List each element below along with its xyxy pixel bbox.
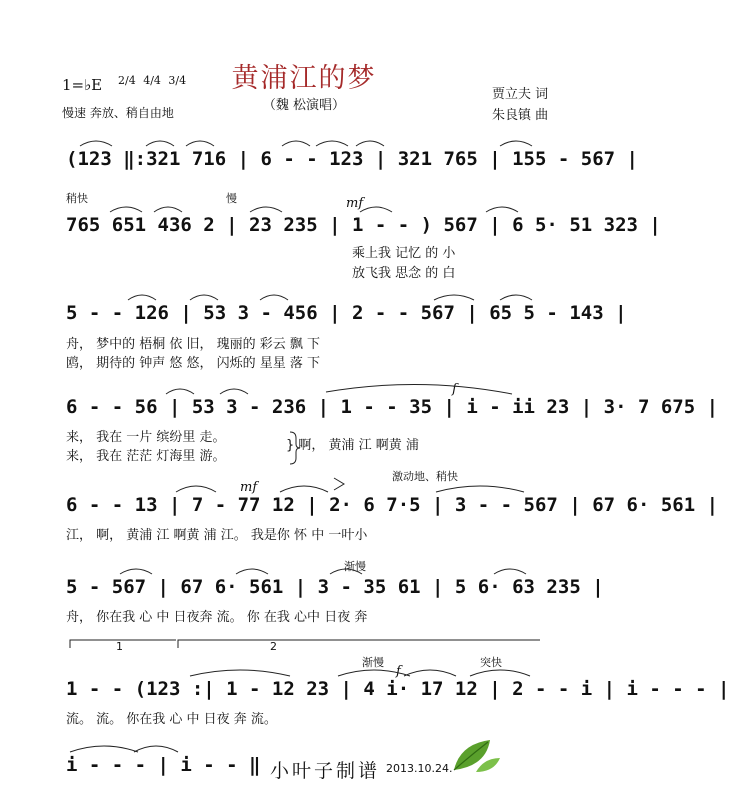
slur-arc [190, 295, 218, 300]
lyric-line-3a: 舟， 梦中的 梧桐 依 旧， 瑰丽的 彩云 飘 下 [66, 337, 321, 352]
notation-line-1: (123 ‖:321 716 | 6 - - 123 | 321 765 | 155 - 567 | [66, 148, 638, 170]
slur-arc [154, 207, 182, 212]
notation-line-2: 765 651 436 2 | 23 235 | 1 - - ) 567 | 6 5· 51 323 | [66, 214, 661, 236]
slur-arc [190, 670, 290, 676]
slur-arc [436, 486, 524, 492]
slur-arc [326, 384, 512, 394]
slur-arc [70, 746, 138, 752]
key-signature: 1=♭E [62, 76, 103, 94]
notation-line-3: 5 - - 126 | 53 3 - 456 | 2 - - 567 | 65 5 - 143 | [66, 302, 627, 324]
slur-arc [80, 141, 112, 146]
volta-bracket-1 [70, 640, 176, 648]
slur-arc [176, 486, 216, 492]
slur-arc [134, 746, 178, 752]
slur-arc [500, 295, 532, 300]
notation-line-8: i - - - | i - - ‖ [66, 754, 261, 776]
dynamic-mf-2: mf [240, 480, 258, 495]
tempo-mark-slow: 慢 [226, 192, 237, 205]
meter-3: 3/4 [168, 74, 187, 87]
volta-bracket-2 [178, 640, 540, 648]
lyric-line-7: 流。 流。 你在我 心 中 日夜 奔 流。 [66, 712, 277, 727]
expression-mark-excited: 激动地、稍快 [392, 470, 458, 483]
slur-arc [110, 207, 142, 212]
tempo-mark-sudden-fast: 突快 [480, 656, 502, 669]
ending-1-label: 1 [116, 640, 123, 653]
dynamic-mf: mf [346, 196, 364, 211]
slur-arc [166, 389, 194, 394]
lyric-brace [290, 432, 300, 464]
slur-arc [282, 141, 310, 146]
lyric-line-6: 舟， 你在我 心 中 日夜奔 流。 你 在我 心中 日夜 奔 [66, 610, 368, 625]
slur-arc [120, 569, 152, 574]
singer-credit: （魏 松演唱） [262, 98, 346, 113]
slur-arc [260, 295, 288, 300]
dynamic-f-2: f [396, 664, 401, 679]
slur-arc [470, 670, 530, 676]
slur-arc [404, 670, 456, 676]
lyric-line-4-chorus: } 啊， 黄浦 江 啊黄 浦 [286, 438, 419, 453]
slur-arc [486, 207, 518, 212]
notation-line-5: 6 - - 13 | 7 - 77 12 | 2· 6 7·5 | 3 - - 567 | 67 6· 561 | [66, 494, 719, 516]
slur-arc [330, 569, 362, 574]
slur-arc [494, 569, 526, 574]
lyric-line-5: 江， 啊， 黄浦 江 啊黄 浦 江。 我是你 怀 中 一叶小 [66, 528, 368, 543]
slur-arc [316, 141, 348, 146]
lyric-line-4b: 来， 我在 茫茫 灯海里 游。 [66, 449, 226, 464]
slur-arc [146, 141, 174, 146]
tempo-mark-slowing: 渐慢 [344, 560, 366, 573]
notation-line-7: 1 - - (123 :| 1 - 12 23 | 4 i· 17 12 | 2 - - i | i - - - | [66, 678, 729, 700]
slur-arc [434, 295, 474, 300]
lyric-line-4a: 来， 我在 一片 缤纷里 走。 [66, 430, 226, 445]
arranger-signature: 小叶子制谱 [270, 760, 381, 782]
tempo-mark-slowing-2: 渐慢 [362, 656, 384, 669]
notation-line-6: 5 - 567 | 67 6· 561 | 3 - 35 61 | 5 6· 63 235 | [66, 576, 604, 598]
dynamic-f: f [452, 382, 457, 397]
slur-arc [360, 207, 392, 212]
meter-1: 2/4 [118, 74, 136, 87]
arrangement-date: 2013.10.24. [386, 762, 453, 775]
slur-arc [356, 141, 384, 146]
slur-arc [250, 207, 282, 212]
song-title: 黄浦江的梦 [231, 63, 377, 94]
lyric-line-3b: 鸥， 期待的 钟声 悠 悠， 闪烁的 星星 落 下 [66, 356, 321, 371]
lyricist-credit: 贾立夫 词 [492, 87, 549, 102]
slur-arc [186, 141, 214, 146]
slur-arc [128, 295, 156, 300]
slur-arc [280, 486, 328, 492]
meter-2: 4/4 [143, 74, 161, 87]
ending-2-label: 2 [270, 640, 277, 653]
slur-arc [220, 389, 248, 394]
slur-arc [236, 569, 268, 574]
leaf-icon [450, 736, 502, 780]
composer-credit: 朱良镇 曲 [492, 108, 549, 123]
slur-arc [500, 141, 532, 146]
slur-arc [338, 670, 410, 676]
lyric-line-2b: 放飞我 思念 的 白 [352, 266, 456, 281]
tempo-mark-faster: 稍快 [66, 192, 88, 205]
crescendo-mark [334, 478, 344, 490]
lyric-line-2a: 乘上我 记忆 的 小 [352, 246, 456, 261]
notation-line-4: 6 - - 56 | 53 3 - 236 | 1 - - 35 | i - ii 23 | 3· 7 675 | [66, 396, 719, 418]
tempo-marking: 慢速 奔放、稍自由地 [62, 106, 174, 120]
